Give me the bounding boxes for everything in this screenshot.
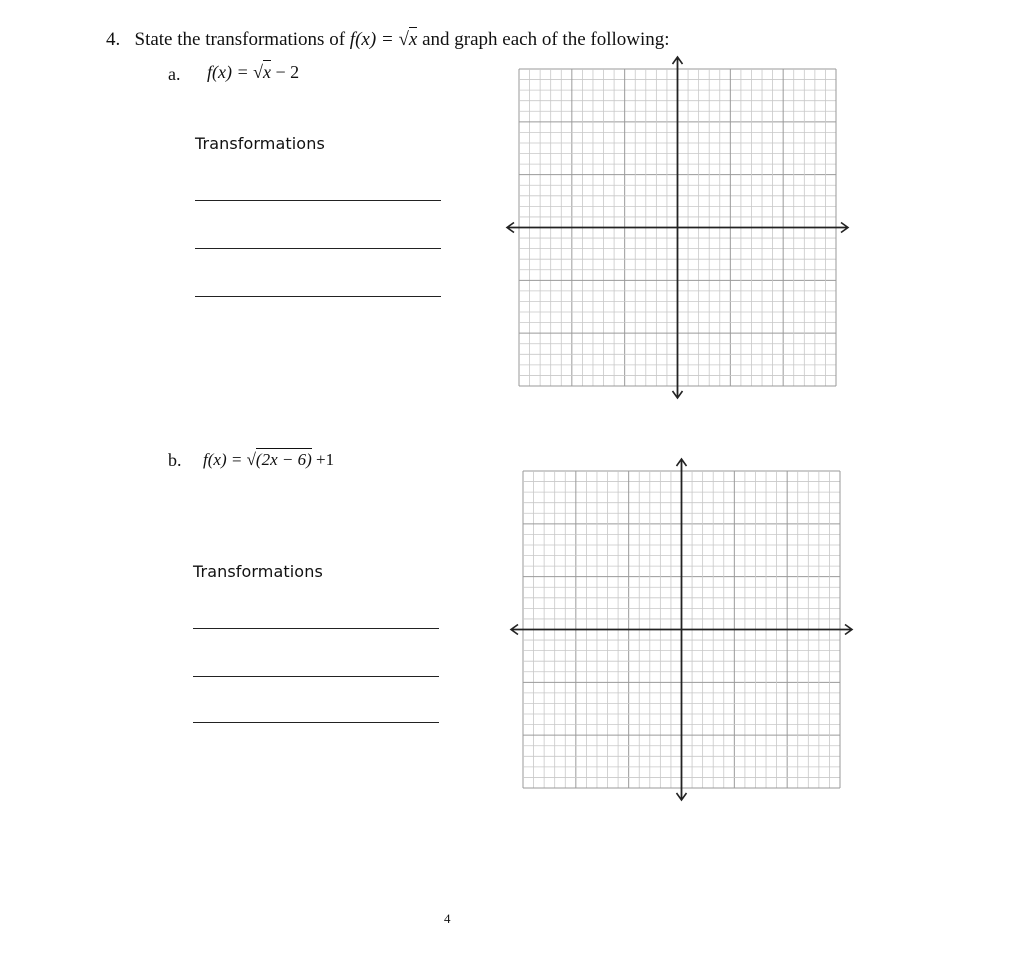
question-function-name: f xyxy=(349,29,356,50)
part-a-radical-sign: √ xyxy=(253,62,264,82)
part-a-function-arg: (x) = xyxy=(212,62,249,82)
part-a-function-name: f xyxy=(207,62,213,82)
part-a-tail: − 2 xyxy=(275,62,300,82)
part-a-letter: a. xyxy=(168,64,181,84)
part-b-radicand: (2x − 6) xyxy=(255,450,312,469)
question-text-after: and graph each of the following: xyxy=(422,29,670,50)
part-a-answer-line-3[interactable] xyxy=(195,296,441,297)
part-b-answer-line-3[interactable] xyxy=(193,722,439,723)
part-b-function-name: f xyxy=(203,450,208,469)
part-a-formula xyxy=(207,62,299,83)
part-b-answer-line-2[interactable] xyxy=(193,676,439,677)
question-function-arg: (x) = xyxy=(355,29,394,50)
part-a-coordinate-grid[interactable] xyxy=(505,55,850,400)
part-a-answer-line-2[interactable] xyxy=(195,248,441,249)
part-b-transformations-label: Transformations xyxy=(193,562,323,581)
question-radicand: x xyxy=(408,29,418,50)
part-b-function-arg: (x) = xyxy=(207,450,243,469)
radical-sign: √ xyxy=(398,29,409,50)
question-number: 4. xyxy=(106,29,121,50)
question-heading xyxy=(106,29,670,51)
part-b-coordinate-grid[interactable] xyxy=(509,457,854,802)
part-b-formula xyxy=(203,450,334,470)
part-b-radical-sign: √ xyxy=(246,450,256,469)
part-b-tail: +1 xyxy=(316,450,335,469)
part-a-answer-line-1[interactable] xyxy=(195,200,441,201)
part-a-transformations-label: Transformations xyxy=(195,134,325,153)
part-b-answer-line-1[interactable] xyxy=(193,628,439,629)
page-number: 4 xyxy=(444,911,451,926)
part-a-radicand: x xyxy=(263,62,272,82)
part-b-letter: b. xyxy=(168,450,182,470)
question-text-before: State the transformations of xyxy=(134,29,346,50)
